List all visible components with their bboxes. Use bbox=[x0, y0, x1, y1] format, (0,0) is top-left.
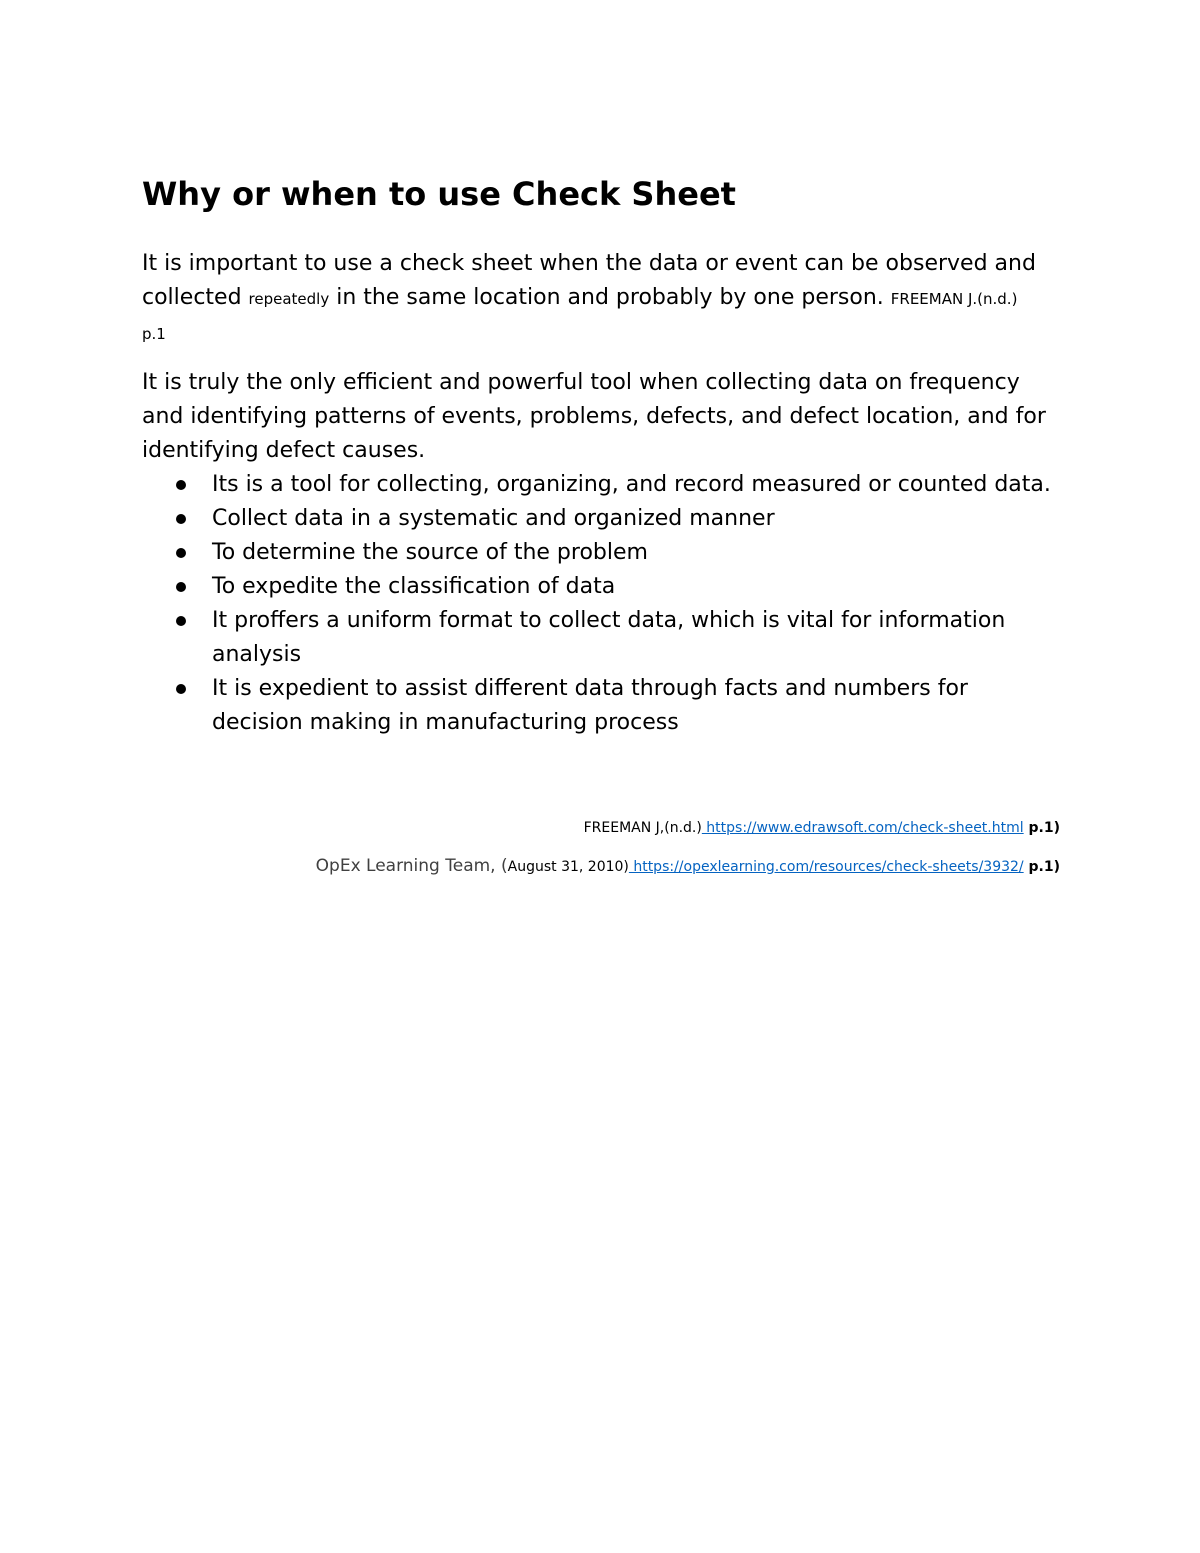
reference-author: FREEMAN J,(n.d.) bbox=[583, 820, 702, 836]
bullet-icon bbox=[176, 514, 186, 524]
bullet-icon bbox=[176, 616, 186, 626]
reference-freeman bbox=[584, 818, 1060, 838]
intro-text-small: repeatedly bbox=[248, 290, 330, 308]
bullet-icon bbox=[176, 548, 186, 558]
intro-text-b: in the same location and probably by one person. bbox=[329, 285, 891, 310]
intro-text-a: It is important to use a check sheet when the data or event can be observed and collected bbox=[142, 251, 1036, 310]
list-item-text: Collect data in a systematic and organized manner bbox=[212, 506, 775, 531]
list-item-text: Its is a tool for collecting, organizing, and record measured or counted data. bbox=[212, 472, 1051, 497]
reference-page: p.1) bbox=[1023, 820, 1060, 836]
list-item bbox=[142, 672, 1062, 740]
reference-date: August 31, 2010) bbox=[507, 859, 629, 875]
list-item bbox=[142, 468, 1062, 502]
list-item-text: It proffers a uniform format to collect data, which is vital for information analysis bbox=[212, 608, 1006, 667]
page-title: Why or when to use Check Sheet bbox=[142, 175, 736, 213]
bullet-icon bbox=[176, 480, 186, 490]
list-item bbox=[142, 570, 1062, 604]
intro-citation-page: p.1 bbox=[142, 325, 166, 343]
reference-link[interactable]: https://www.edrawsoft.com/check-sheet.html bbox=[701, 820, 1024, 836]
list-item-text: To determine the source of the problem bbox=[212, 540, 648, 565]
reference-author: OpEx Learning Team, ( bbox=[315, 856, 508, 876]
list-item bbox=[142, 536, 1062, 570]
reference-page: p.1) bbox=[1023, 859, 1060, 875]
reference-opex bbox=[316, 856, 1060, 877]
purpose-paragraph: It is truly the only efficient and powerful tool when collecting data on frequency and identifying patterns of events, problems, defects, and defect location, and for identifying defect causes. bbox=[142, 370, 1046, 463]
reference-link[interactable]: https://opexlearning.com/resources/check-sheets/3932/ bbox=[628, 859, 1024, 875]
list-item bbox=[142, 604, 1062, 672]
bullet-icon bbox=[176, 684, 186, 694]
list-item-text: To expedite the classification of data bbox=[212, 574, 616, 599]
list-item bbox=[142, 502, 1062, 536]
bullet-icon bbox=[176, 582, 186, 592]
list-item-text: It is expedient to assist different data through facts and numbers for decision making in manufacturing process bbox=[212, 676, 968, 735]
intro-paragraph bbox=[142, 247, 1062, 351]
intro-citation: FREEMAN J.(n.d.) bbox=[890, 290, 1018, 308]
bullet-list bbox=[142, 468, 1062, 740]
